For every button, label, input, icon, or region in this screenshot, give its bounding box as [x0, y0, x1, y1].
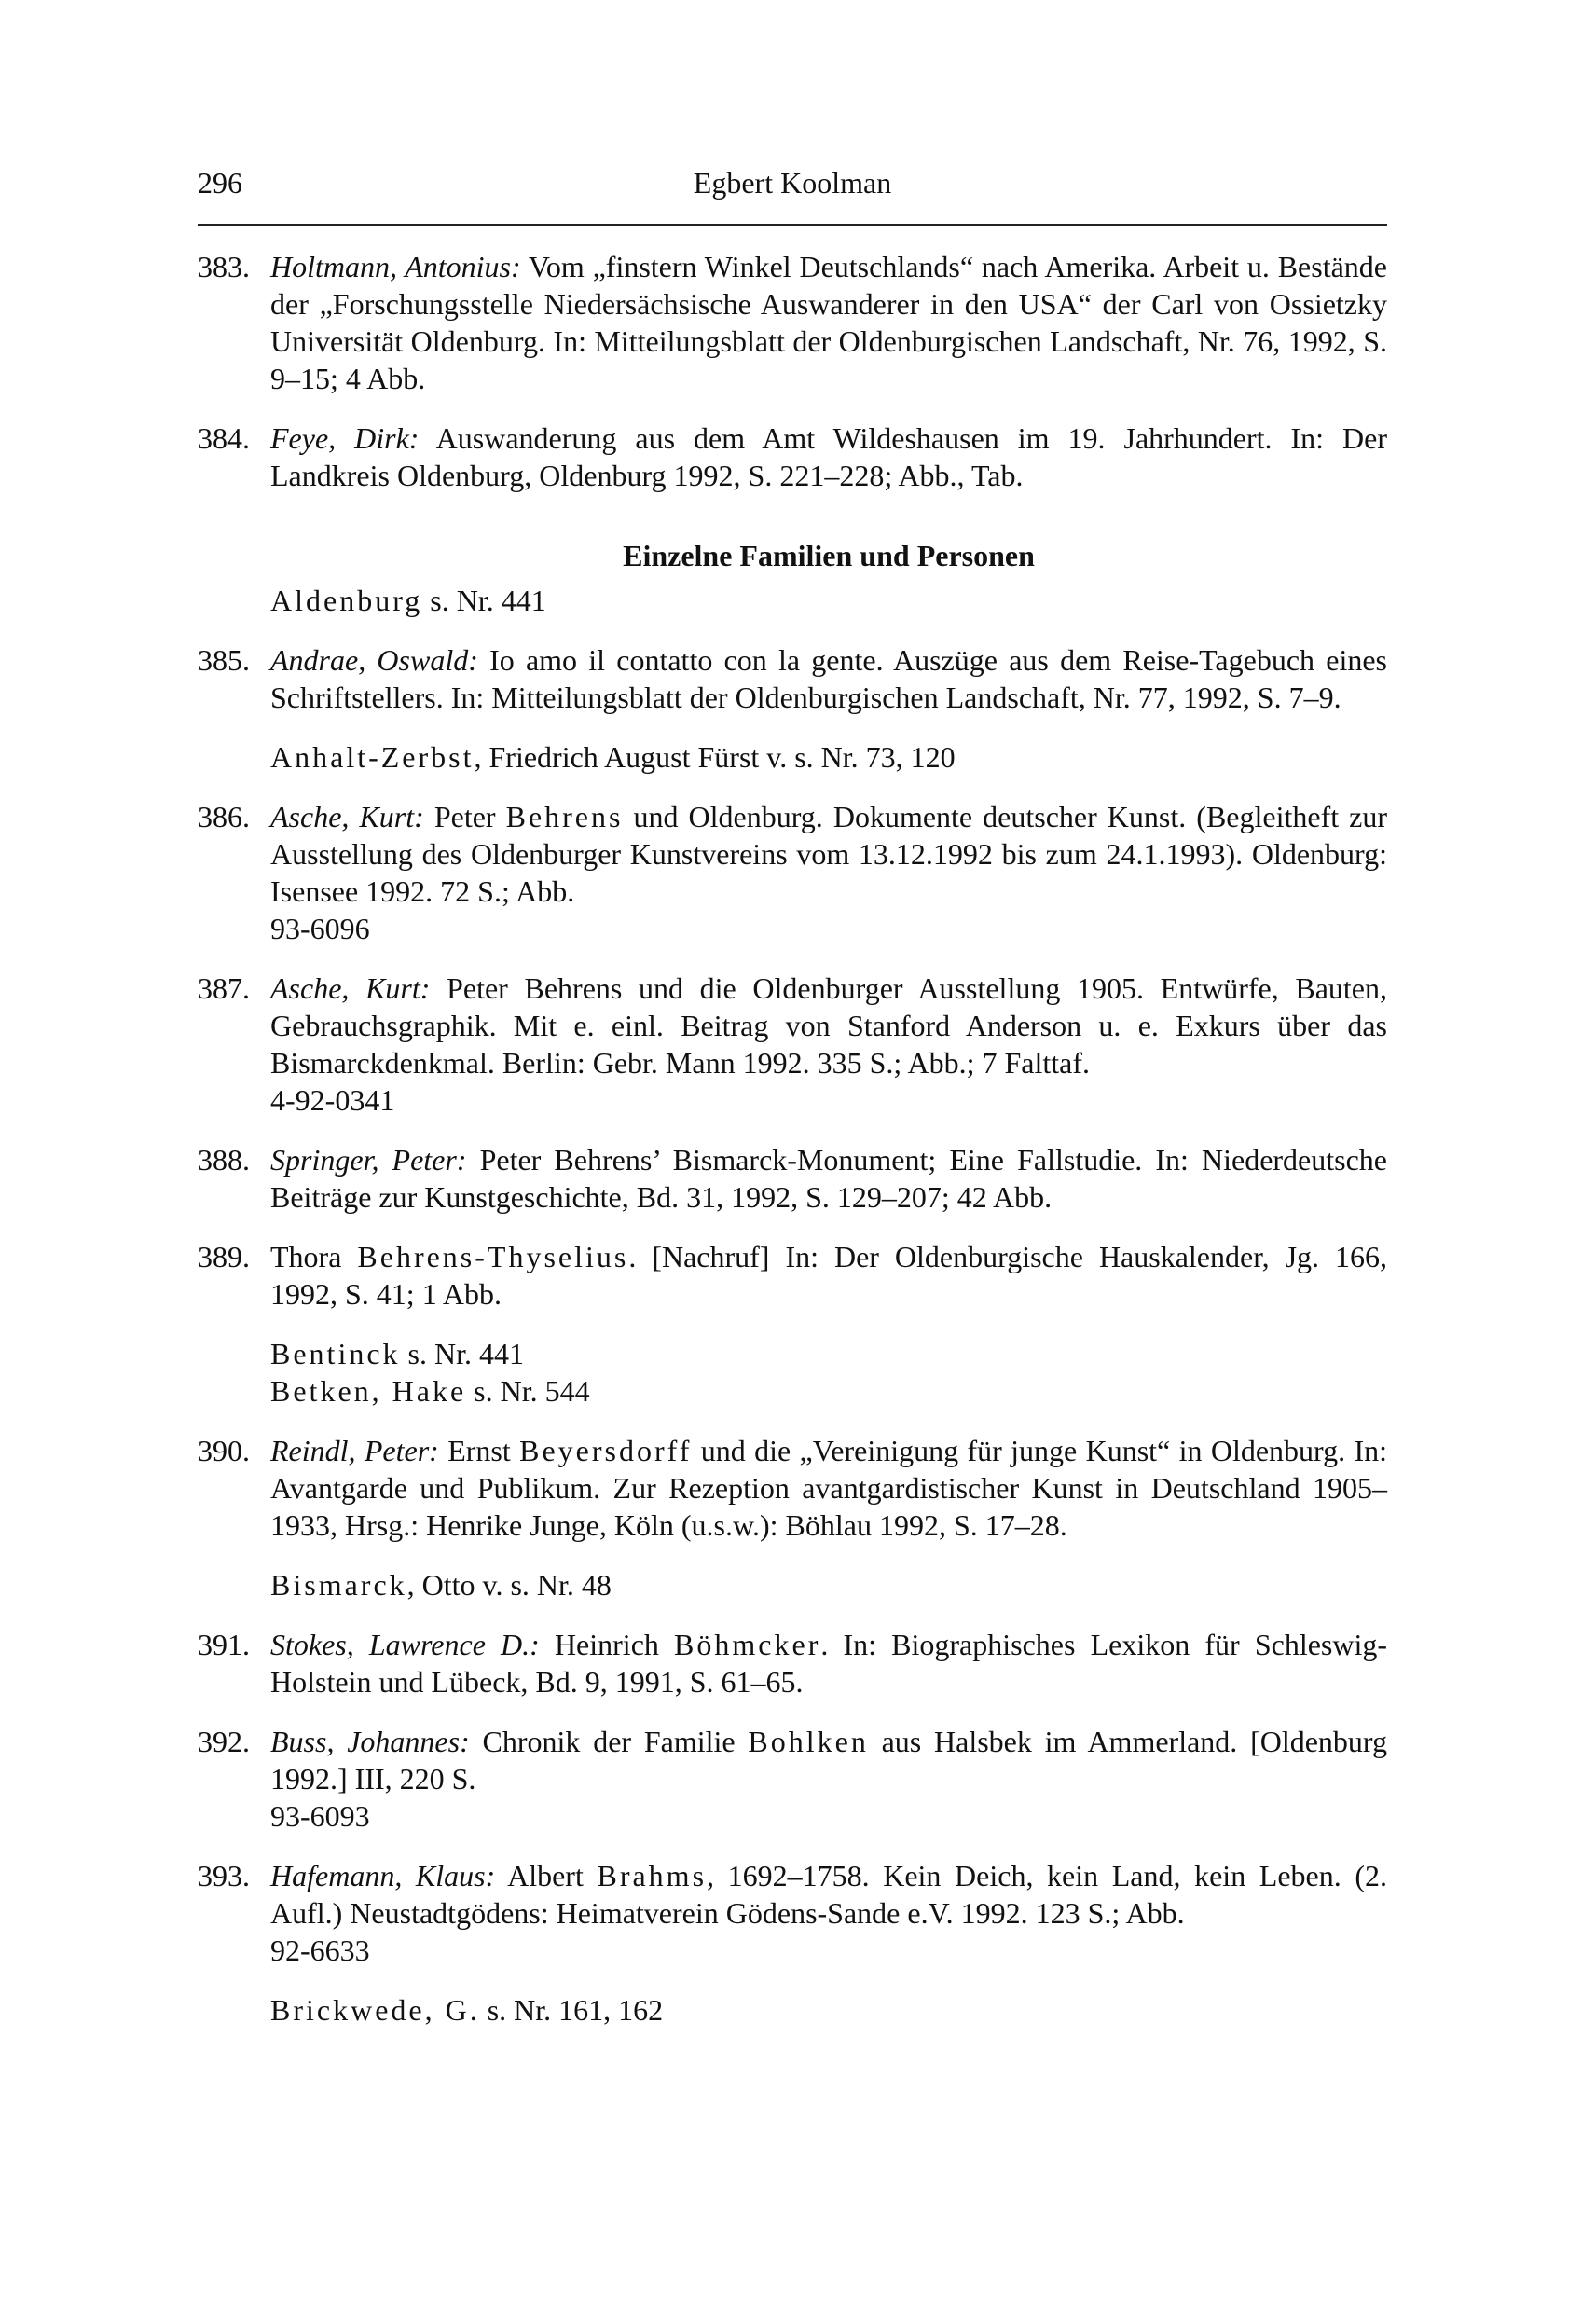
entry-author: Feye, Dirk: [270, 421, 420, 455]
entry-number: 385. [198, 643, 250, 677]
cross-reference-name: Bentinck [270, 1337, 401, 1370]
entry-384 [198, 420, 1387, 494]
entry-386 [198, 798, 1387, 947]
entry-385 [198, 641, 1387, 716]
entry-subject-name: Behrens-Thyselius [357, 1240, 629, 1273]
entry-number: 384. [198, 421, 250, 455]
section-heading: Einzelne Familien und Personen [623, 539, 1035, 572]
entry-number: 388. [198, 1143, 250, 1177]
entry-number: 390. [198, 1434, 250, 1467]
entry-catalog-id: 93-6096 [270, 912, 370, 945]
entry-text: , 1692–1758. Kein Deich, kein Land, kein Leben. (2. Aufl.) Neustadtgödens: Heimatverein Gödens-Sande e.V. 1992. 123 S.; Abb. [270, 1859, 1388, 1930]
entry-author: Asche, Kurt: [270, 971, 431, 1005]
entry-author: Andrae, Oswald: [270, 643, 478, 677]
entry-text: Peter Behrens und die Oldenburger Ausstellung 1905. Entwürfe, Bauten, Gebrauchsgraphik. Mit e. einl. Beitrag von Stanford Anderson u. e. Exkurs über das Bismarckdenkmal. Berlin: Gebr. Mann 1992. 335 S.; Abb.; 7 Falttaf. [270, 971, 1388, 1080]
entry-number: 389. [198, 1240, 250, 1273]
cross-reference-betken [198, 1372, 1387, 1410]
page-header [198, 166, 1387, 216]
cross-reference-target: s. Nr. 441 [400, 1337, 524, 1370]
cross-reference-bentinck [198, 1335, 1387, 1372]
running-title: Egbert Koolman [693, 166, 892, 200]
entry-subject-name: Behrens [505, 800, 624, 833]
entry-text: Io amo il contatto con la gente. Auszüge aus dem Reise-Tagebuch eines Schriftstellers. In: Mitteilungsblatt der Oldenburgischen Landschaft, Nr. 77, 1992, S. 7–9. [270, 643, 1388, 714]
entry-text: Peter Behrens’ Bismarck-Monument; Eine Fallstudie. In: Niederdeutsche Beiträge zur Kunstgeschichte, Bd. 31, 1992, S. 129–207; 42 Abb. [270, 1143, 1388, 1214]
entry-author: Reindl, Peter: [270, 1434, 439, 1467]
entry-391 [198, 1626, 1387, 1700]
entry-author: Asche, Kurt: [270, 800, 424, 833]
cross-reference-target: , Friedrich August Fürst v. s. Nr. 73, 120 [474, 740, 956, 774]
cross-reference-anhalt-zerbst [198, 738, 1387, 776]
header-rule [198, 224, 1387, 226]
entry-text: und Oldenburg. Dokumente deutscher Kunst. (Begleitheft zur Ausstellung des Oldenburger Kunstvereins vom 13.12.1992 bis zum 24.1.1993). Oldenburg: Isensee 1992. 72 S.; Abb. [270, 800, 1387, 908]
entry-subject-name: Brahms [597, 1859, 708, 1892]
cross-reference-brickwede [198, 1991, 1387, 2029]
entry-text: . [Nachruf] In: Der Oldenburgische Hauskalender, Jg. 166, 1992, S. 41; 1 Abb. [270, 1240, 1388, 1311]
entry-author: Holtmann, Antonius: [270, 250, 521, 283]
entry-text: Thora [270, 1240, 358, 1273]
entry-text: und die „Vereinigung für junge Kunst“ in Oldenburg. In: Avantgarde und Publikum. Zur Rezeption avantgardistischer Kunst in Deutschland 1905–1933, Hrsg.: Henrike Junge, Köln (u.s.w.): Böhlau 1992, S. 17–28. [270, 1434, 1388, 1542]
entry-author: Hafemann, Klaus: [270, 1859, 496, 1892]
page-number: 296 [198, 166, 242, 200]
entry-number: 387. [198, 971, 250, 1005]
entry-text: Albert [495, 1859, 598, 1892]
entry-number: 386. [198, 800, 250, 833]
entry-text: Chronik der Familie [469, 1725, 749, 1758]
cross-reference-aldenburg [198, 582, 1387, 619]
cross-reference-name: Betken, Hake [270, 1374, 467, 1408]
entry-catalog-id: 4-92-0341 [270, 1083, 395, 1117]
cross-reference-bismarck [198, 1566, 1387, 1603]
entry-author: Buss, Johannes: [270, 1725, 470, 1758]
cross-reference-name: Brickwede, G. [270, 1993, 480, 2027]
entry-subject-name: Beyersdorff [519, 1434, 693, 1467]
entry-389 [198, 1238, 1387, 1313]
entry-number: 392. [198, 1725, 250, 1758]
cross-reference-name: Aldenburg [270, 584, 423, 617]
cross-reference-name: Anhalt-Zerbst [270, 740, 475, 774]
cross-reference-target: s. Nr. 161, 162 [479, 1993, 664, 2027]
entry-390 [198, 1432, 1387, 1544]
cross-reference-target: s. Nr. 441 [422, 584, 546, 617]
entry-subject-name: Bohlken [748, 1725, 869, 1758]
entry-text: Ernst [438, 1434, 520, 1467]
entry-text: aus Halsbek im Ammerland. [Oldenburg 1992.] III, 220 S. [270, 1725, 1388, 1796]
entry-number: 383. [198, 250, 250, 283]
entry-text: . In: Biographisches Lexikon für Schleswig-Holstein und Lübeck, Bd. 9, 1991, S. 61–65. [270, 1628, 1388, 1699]
cross-reference-target: s. Nr. 544 [466, 1374, 590, 1408]
entry-subject-name: Böhmcker [674, 1628, 821, 1661]
cross-reference-target: , Otto v. s. Nr. 48 [406, 1568, 612, 1602]
entry-catalog-id: 92-6633 [270, 1934, 370, 1967]
entry-number: 391. [198, 1628, 250, 1661]
entry-author: Stokes, Lawrence D.: [270, 1628, 540, 1661]
entry-392 [198, 1723, 1387, 1835]
entry-text: Auswanderung aus dem Amt Wildeshausen im 19. Jahrhundert. In: Der Landkreis Oldenburg, Oldenburg 1992, S. 221–228; Abb., Tab. [270, 421, 1388, 492]
entry-catalog-id: 93-6093 [270, 1799, 370, 1833]
entry-author: Springer, Peter: [270, 1143, 467, 1177]
bibliography-body [198, 248, 1387, 2051]
entry-text: Vom „finstern Winkel Deutschlands“ nach Amerika. Arbeit u. Bestände der „Forschungsstelle Niedersächsische Auswanderer in den USA“ der Carl von Ossietzky Universität Oldenburg. In: Mitteilungsblatt der Oldenburgischen Landschaft, Nr. 76, 1992, S. 9–15; 4 Abb. [270, 250, 1388, 395]
entry-387 [198, 970, 1387, 1119]
entry-text: Peter [423, 800, 506, 833]
entry-383 [198, 248, 1387, 397]
entry-388 [198, 1141, 1387, 1216]
entry-number: 393. [198, 1859, 250, 1892]
entry-393 [198, 1857, 1387, 1969]
cross-reference-name: Bismarck [270, 1568, 407, 1602]
entry-text: Heinrich [539, 1628, 675, 1661]
